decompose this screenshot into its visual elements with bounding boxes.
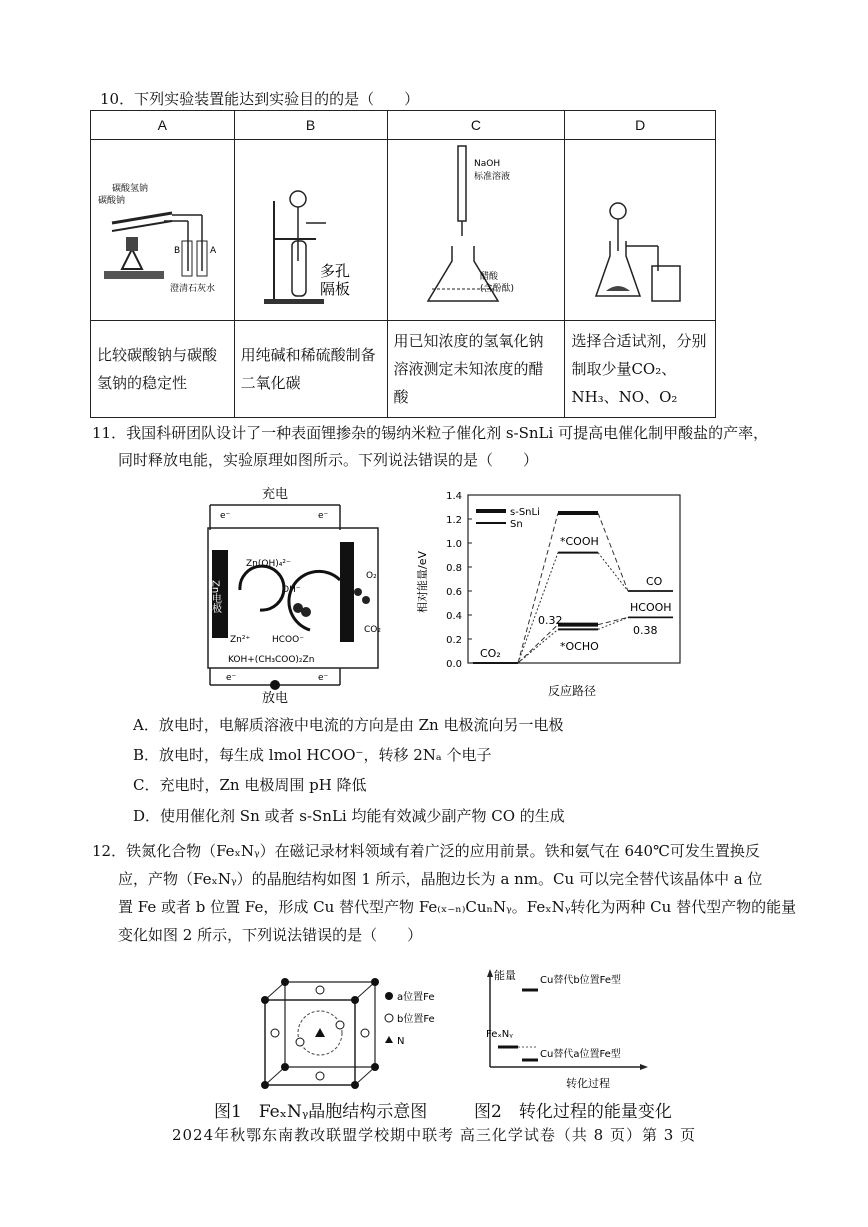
label-co2: CO₂: [364, 625, 381, 635]
chart-annotation: CO: [646, 575, 663, 588]
label-discharge: 放电: [262, 691, 289, 706]
conversion-energy-figure: [478, 965, 668, 1090]
label-e-bot-right: e⁻: [318, 673, 329, 683]
label-b-tube: B: [174, 245, 181, 256]
label-partition: 隔板: [319, 279, 350, 298]
connector: [598, 553, 628, 591]
y-tick-label: 0.8: [446, 563, 462, 574]
legend-label: Sn: [510, 519, 523, 530]
option-b-desc: 用纯碱和稀硫酸制备二氧化碳: [234, 321, 387, 418]
q11-choice-b[interactable]: B．放电时，每生成 lmol HCOO⁻，转移 2Nₐ 个电子: [133, 746, 492, 764]
label-zn2: Zn²⁺: [230, 635, 251, 645]
zn-cell-diagram: [200, 480, 400, 705]
q11-choice-d[interactable]: D．使用催化剂 Sn 或者 s-SnLi 均能有效减少副产物 CO 的生成: [133, 807, 565, 825]
legend-label: s-SnLi: [510, 507, 540, 518]
label-electrolyte: KOH+(CH₃COO)₂Zn: [228, 655, 315, 665]
legend-n: N: [397, 1036, 405, 1047]
bicarbonate-heating-apparatus: [92, 141, 232, 316]
q11-choice-a[interactable]: A．放电时，电解质溶液中电流的方向是由 Zn 电极流向另一电极: [133, 716, 564, 734]
option-a-desc: 比较碳酸钠与碳酸氢钠的稳定性: [91, 321, 235, 418]
fig2-xlabel: 转化过程: [566, 1077, 610, 1090]
label-na2co3: 碳酸钠: [98, 195, 126, 206]
option-header-a: A: [91, 111, 235, 140]
q11-stem-line1: 11．我国科研团队设计了一种表面锂掺杂的锡纳米粒子催化剂 s-SnLi 可提高电催化制甲酸盐的产率，: [92, 424, 769, 442]
label-e-bot-left: e⁻: [226, 673, 237, 683]
energy-profile-chart: [418, 485, 688, 700]
option-b-figure: [234, 140, 387, 321]
titration-apparatus: [388, 141, 563, 316]
label-oh: OH⁻: [282, 585, 301, 595]
fig2-low-label: Cu替代a位置Fe型: [540, 1049, 621, 1060]
q12-stem-line4: 变化如图 2 所示，下列说法错误的是（ ）: [118, 926, 423, 944]
catalyst-electrode: [340, 542, 354, 642]
chart-annotation: 0.32: [538, 614, 563, 627]
label-e-top-right: e⁻: [318, 511, 329, 521]
legend-b-position: b位置Fe: [397, 1014, 435, 1025]
option-d-figure: [565, 140, 716, 321]
chart-annotations: [480, 535, 672, 660]
fig1-caption: 图1 FeₓNᵧ晶胞结构示意图: [214, 1102, 428, 1122]
fig2-caption: 图2 转化过程的能量变化: [474, 1102, 672, 1122]
kipp-generator-apparatus: [236, 141, 386, 316]
y-tick-label: 0.4: [446, 611, 462, 622]
label-zn-electrode: Zn电极: [209, 580, 221, 614]
unit-cell-figure: [255, 970, 455, 1090]
q10-options-table: [90, 110, 716, 418]
label-zn-oh: Zn(OH)₄²⁻: [246, 559, 291, 569]
connector: [598, 513, 628, 591]
option-d-desc: 选择合适试剂，分别制取少量CO₂、NH₃、NO、O₂: [565, 321, 716, 418]
label-phenolphthalein: (含酚酞): [480, 283, 515, 294]
option-header-b: B: [234, 111, 387, 140]
y-tick-label: 1.4: [446, 491, 462, 502]
option-c-desc: 用已知浓度的氢氧化钠溶液测定未知浓度的醋酸: [387, 321, 565, 418]
option-a-figure: [91, 140, 235, 321]
label-hcoo: HCOO⁻: [272, 635, 304, 645]
gas-generation-apparatus: [566, 141, 714, 316]
label-a-tube: A: [210, 245, 217, 256]
label-porous: 多孔: [319, 261, 350, 280]
q11-stem-line2: 同时释放电能，实验原理如图所示。下列说法错误的是（ ）: [118, 451, 539, 469]
q12-stem-line2: 应，产物（FeₓNᵧ）的晶胞结构如图 1 所示，晶胞边长为 a nm。Cu 可以完全替代该晶体中 a 位: [118, 870, 763, 888]
chart-annotation: 0.38: [633, 624, 658, 637]
y-tick-label: 1.0: [446, 539, 462, 550]
q12-stem-line3: 置 Fe 或者 b 位置 Fe，形成 Cu 替代型产物 Fe₍ₓ₋ₙ₎CuₙNᵧ。FeₓNᵧ转化为两种 Cu 替代型产物的能量: [118, 898, 797, 916]
label-nahco3: 碳酸氢钠: [112, 183, 149, 194]
q10-stem: 10．下列实验装置能达到实验目的的是（ ）: [100, 90, 420, 108]
chart-annotation: HCOOH: [630, 601, 672, 614]
connector: [518, 513, 558, 663]
label-naoh: NaOH: [474, 158, 501, 169]
q12-stem-line1: 12．铁氮化合物（FeₓNᵧ）在磁记录材料领域有着广泛的应用前景。铁和氨气在 640℃可发生置换反: [92, 842, 760, 860]
connector: [518, 625, 558, 663]
option-header-c: C: [387, 111, 565, 140]
option-header-d: D: [565, 111, 716, 140]
fig2-ylabel: 能量: [494, 969, 516, 982]
y-tick-label: 0.6: [446, 587, 462, 598]
chart-annotation: *COOH: [560, 535, 599, 548]
label-o2: O₂: [366, 571, 377, 581]
label-charge: 充电: [262, 487, 289, 502]
legend-a-position: a位置Fe: [397, 992, 435, 1003]
y-tick-label: 0.0: [446, 659, 462, 670]
label-limewater: 澄清石灰水: [170, 283, 216, 294]
y-tick-label: 0.2: [446, 635, 462, 646]
label-acetic-acid: 醋酸: [480, 271, 499, 282]
y-tick-label: 1.2: [446, 515, 462, 526]
chart-ylabel: 相对能量/eV: [416, 551, 429, 613]
chart-xlabel: 反应路径: [548, 684, 597, 698]
label-e-top-left: e⁻: [220, 511, 231, 521]
fig2-high-label: Cu替代b位置Fe型: [540, 975, 622, 986]
q11-choice-c[interactable]: C．充电时，Zn 电极周围 pH 降低: [133, 776, 367, 794]
chart-annotation: *OCHO: [560, 640, 599, 653]
fig2-start-label: FeₓNᵧ: [486, 1029, 514, 1040]
option-c-figure: [387, 140, 565, 321]
page-footer: 2024年秋鄂东南教改联盟学校期中联考 高三化学试卷（共 8 页）第 3 页: [171, 1126, 697, 1144]
label-standard-solution: 标准溶液: [474, 171, 511, 182]
chart-annotation: CO₂: [480, 647, 501, 660]
